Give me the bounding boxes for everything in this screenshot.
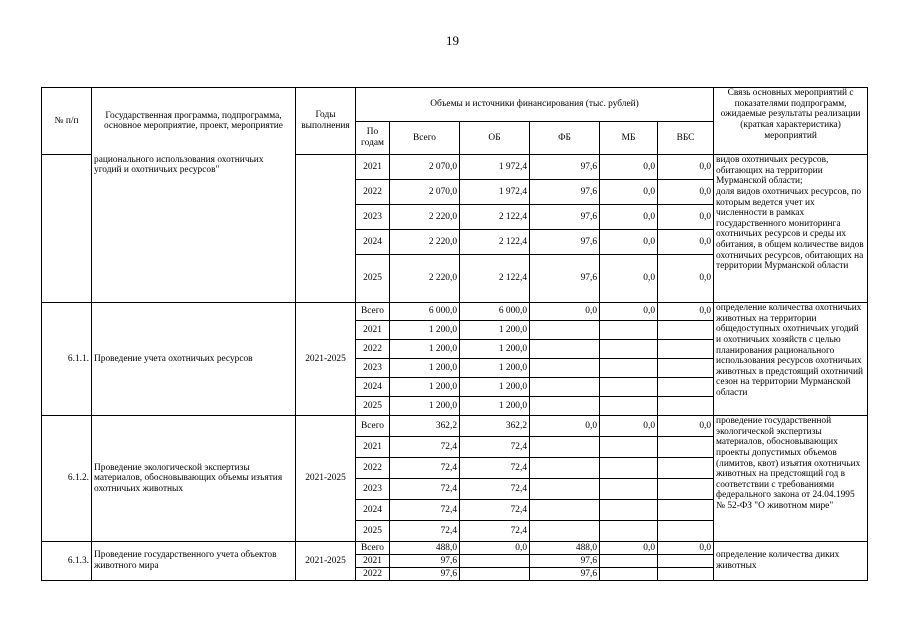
block1-mb (600, 340, 658, 359)
block1-fb (530, 359, 600, 378)
block2-total: 72,4 (390, 521, 460, 542)
block0-fb: 97,6 (530, 180, 600, 205)
block1-total: 1 200,0 (390, 359, 460, 378)
block1-year: 2025 (356, 397, 390, 416)
block2-total: 72,4 (390, 458, 460, 479)
block0-ob: 1 972,4 (460, 155, 530, 180)
block2-ob: 72,4 (460, 458, 530, 479)
block0-mb: 0,0 (600, 205, 658, 230)
block2-year: 2025 (356, 521, 390, 542)
block1-result: определение количества охотничьих животных на территории общедоступных охотничьих угодий и охотничьих хозяйств с целью планирования рационального использования ресурсов охотничьих животных в предстоящий охотничий сезон на территории Мурманской области (714, 303, 868, 416)
block3-fb: 97,6 (530, 568, 600, 581)
block2-result: проведение государственной экологической экспертизы материалов, обосновывающих проекты допустимых объемов (лимитов, квот) изъятия охотничьих животных на предстоящий год в соответствии с требованиями федерального закона от 24.04.1995 № 52-ФЗ "О животном мире" (714, 416, 868, 542)
block0-mb: 0,0 (600, 255, 658, 303)
block2-fb (530, 500, 600, 521)
block1-mb: 0,0 (600, 303, 658, 321)
block2-mb (600, 500, 658, 521)
block2-total: 72,4 (390, 500, 460, 521)
block3-ob (460, 555, 530, 568)
block1-fb (530, 378, 600, 397)
block2-name: Проведение экологической экспертизы материалов, обосновывающих объемы изъятия охотничьих животных (92, 416, 296, 542)
block0-total: 2 220,0 (390, 255, 460, 303)
block0-result: видов охотничьих ресурсов, обитающих на территории Мурманской области; доля видов охотничьих ресурсов, по которым ведется учет их численности в рамках государственного мониторинга охотничьих ресурсов и среды их обитания, в общем количестве видов охотничьих ресурсов, обитающих на территории Мурманской области (714, 155, 868, 303)
block0-year: 2021 (356, 155, 390, 180)
block2-mb (600, 521, 658, 542)
block2-fb (530, 521, 600, 542)
block2-ob: 72,4 (460, 521, 530, 542)
block2-mb (600, 479, 658, 500)
block3-year: 2022 (356, 568, 390, 581)
block1-name: Проведение учета охотничьих ресурсов (92, 303, 296, 416)
block3-vbs: 0,0 (658, 542, 714, 555)
block0-fb: 97,6 (530, 205, 600, 230)
block1-year: 2022 (356, 340, 390, 359)
header-num: № п/п (42, 88, 92, 155)
block0-fb: 97,6 (530, 155, 600, 180)
block0-num (42, 155, 92, 303)
block0-total: 2 220,0 (390, 230, 460, 255)
block0-ob: 2 122,4 (460, 255, 530, 303)
header-fb: ФБ (530, 122, 600, 155)
block1-ob: 6 000,0 (460, 303, 530, 321)
block2-vbs (658, 521, 714, 542)
header-link: Связь основных мероприятий с показателями подпрограмм, ожидаемые результаты реализации (краткая характеристика) мероприятий (714, 88, 868, 155)
block3-mb (600, 555, 658, 568)
block0-mb: 0,0 (600, 155, 658, 180)
block3-fb: 97,6 (530, 555, 600, 568)
block2-vbs (658, 437, 714, 458)
header-ob: ОБ (460, 122, 530, 155)
block2-vbs: 0,0 (658, 416, 714, 437)
block1-vbs: 0,0 (658, 303, 714, 321)
block1-total: 1 200,0 (390, 321, 460, 340)
block3-vbs (658, 555, 714, 568)
block2-num: 6.1.2. (42, 416, 92, 542)
block3-years: 2021-2025 (296, 542, 356, 581)
block1-year: 2024 (356, 378, 390, 397)
block2-fb (530, 479, 600, 500)
block2-year: Всего (356, 416, 390, 437)
block3-name: Проведение государственного учета объектов животного мира (92, 542, 296, 581)
block2-vbs (658, 500, 714, 521)
block1-ob: 1 200,0 (460, 340, 530, 359)
block2-year: 2021 (356, 437, 390, 458)
block2-years: 2021-2025 (296, 416, 356, 542)
block1-fb (530, 321, 600, 340)
block1-ob: 1 200,0 (460, 378, 530, 397)
block2-fb (530, 458, 600, 479)
block0-ob: 2 122,4 (460, 230, 530, 255)
block1-total: 6 000,0 (390, 303, 460, 321)
block0-year: 2022 (356, 180, 390, 205)
block1-fb: 0,0 (530, 303, 600, 321)
block0-fb: 97,6 (530, 255, 600, 303)
block3-total: 97,6 (390, 568, 460, 581)
block3-ob (460, 568, 530, 581)
block3-year: Всего (356, 542, 390, 555)
header-vbs: ВБС (658, 122, 714, 155)
block0-ob: 2 122,4 (460, 205, 530, 230)
block1-mb (600, 378, 658, 397)
block1-year: 2023 (356, 359, 390, 378)
block2-ob: 72,4 (460, 500, 530, 521)
block3-total: 488,0 (390, 542, 460, 555)
block2-mb: 0,0 (600, 416, 658, 437)
block0-years (296, 155, 356, 303)
block0-vbs: 0,0 (658, 155, 714, 180)
block1-fb (530, 340, 600, 359)
block1-vbs (658, 359, 714, 378)
block0-ob: 1 972,4 (460, 180, 530, 205)
block3-mb: 0,0 (600, 542, 658, 555)
block0-year: 2024 (356, 230, 390, 255)
block2-year: 2022 (356, 458, 390, 479)
block0-name: рационального использования охотничьих угодий и охотничьих ресурсов" (92, 155, 296, 303)
block1-vbs (658, 378, 714, 397)
block2-mb (600, 458, 658, 479)
block1-year: 2021 (356, 321, 390, 340)
block1-total: 1 200,0 (390, 397, 460, 416)
block3-num: 6.1.3. (42, 542, 92, 581)
block0-mb: 0,0 (600, 230, 658, 255)
block0-year: 2025 (356, 255, 390, 303)
block1-fb (530, 397, 600, 416)
header-by-years: По годам (356, 122, 390, 155)
block1-total: 1 200,0 (390, 340, 460, 359)
block3-mb (600, 568, 658, 581)
header-program: Государственная программа, подпрограмма, основное мероприятие, проект, мероприятие (92, 88, 296, 155)
block1-vbs (658, 321, 714, 340)
block1-total: 1 200,0 (390, 378, 460, 397)
block1-mb (600, 359, 658, 378)
block0-vbs: 0,0 (658, 230, 714, 255)
block1-num: 6.1.1. (42, 303, 92, 416)
funding-table (41, 87, 868, 581)
block0-mb: 0,0 (600, 180, 658, 205)
block1-vbs (658, 397, 714, 416)
block1-year: Всего (356, 303, 390, 321)
block0-total: 2 220,0 (390, 205, 460, 230)
block2-ob: 362,2 (460, 416, 530, 437)
block0-total: 2 070,0 (390, 180, 460, 205)
block1-ob: 1 200,0 (460, 321, 530, 340)
block3-ob: 0,0 (460, 542, 530, 555)
block0-total: 2 070,0 (390, 155, 460, 180)
block3-fb: 488,0 (530, 542, 600, 555)
block2-mb (600, 437, 658, 458)
block1-years: 2021-2025 (296, 303, 356, 416)
block3-year: 2021 (356, 555, 390, 568)
block2-ob: 72,4 (460, 437, 530, 458)
block2-total: 72,4 (390, 437, 460, 458)
header-funding: Объемы и источники финансирования (тыс. рублей) (356, 88, 714, 122)
page-number: 19 (446, 33, 459, 48)
header-total: Всего (390, 122, 460, 155)
block1-ob: 1 200,0 (460, 397, 530, 416)
block2-year: 2024 (356, 500, 390, 521)
block0-fb: 97,6 (530, 230, 600, 255)
block2-total: 72,4 (390, 479, 460, 500)
block1-mb (600, 321, 658, 340)
block0-vbs: 0,0 (658, 255, 714, 303)
block2-year: 2023 (356, 479, 390, 500)
block0-vbs: 0,0 (658, 180, 714, 205)
block0-vbs: 0,0 (658, 205, 714, 230)
header-years: Годы выполнения (296, 88, 356, 155)
block0-year: 2023 (356, 205, 390, 230)
block2-total: 362,2 (390, 416, 460, 437)
block2-vbs (658, 458, 714, 479)
block3-result: определение количества диких животных (714, 542, 868, 581)
block2-fb (530, 437, 600, 458)
block1-mb (600, 397, 658, 416)
block2-fb: 0,0 (530, 416, 600, 437)
block1-vbs (658, 340, 714, 359)
block2-ob: 72,4 (460, 479, 530, 500)
header-mb: МБ (600, 122, 658, 155)
block2-vbs (658, 479, 714, 500)
block3-total: 97,6 (390, 555, 460, 568)
block3-vbs (658, 568, 714, 581)
block1-ob: 1 200,0 (460, 359, 530, 378)
